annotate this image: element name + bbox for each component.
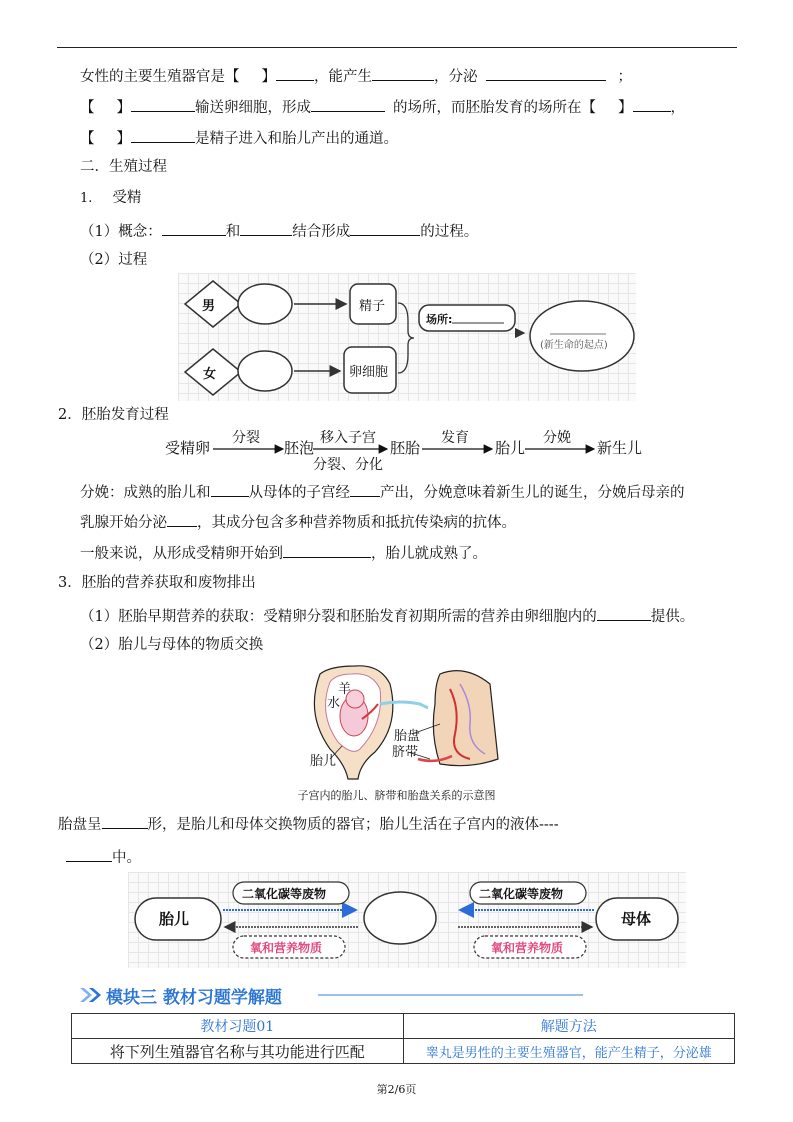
waste-label-left: 二氧化碳等废物: [242, 887, 327, 901]
module-title: 模块三 教材习题学解题: [106, 988, 282, 1008]
nutrition-line-2: （2）胎儿与母体的物质交换: [80, 637, 264, 653]
embryo-heading: 2．胚胎发育过程: [58, 407, 169, 423]
male-label: 男: [202, 299, 216, 314]
blank[interactable]: [167, 510, 197, 527]
blank[interactable]: [240, 219, 292, 236]
text: ，: [670, 100, 685, 116]
stage-fetus: 胎儿: [495, 439, 526, 457]
text: 女性的主要生殖器官是【: [80, 69, 240, 85]
text: ，分泌: [434, 69, 478, 85]
table-header-exercise: 教材习题01: [72, 1014, 404, 1039]
development-chain: [0, 426, 793, 476]
birth-line-3: [80, 541, 487, 564]
label-water: 水: [327, 696, 341, 711]
nutrition-heading: 3．胚胎的营养获取和废物排出: [58, 575, 256, 591]
section-heading: 二．生殖过程: [80, 159, 167, 175]
text: ，胎儿就成熟了。: [371, 546, 487, 562]
place-label: 场所:: [426, 313, 453, 326]
label-placenta: 胎盘: [394, 729, 421, 744]
uterus-figure: [300, 664, 510, 784]
text: 的过程。: [420, 224, 479, 240]
table-cell-question: 将下列生殖器官名称与其功能进行匹配: [72, 1039, 404, 1064]
text: 的场所，而胚胎发育的场所在【: [393, 100, 596, 116]
figure-caption: 子宫内的胎儿、脐带和胎盘关系的示意图: [297, 789, 496, 802]
text: 分娩：成熟的胎儿和: [80, 485, 211, 501]
blank[interactable]: [597, 604, 651, 621]
label-sheep: 羊: [338, 682, 352, 697]
arrow-label: 发育: [441, 430, 469, 446]
placenta-section: [433, 671, 498, 766]
label-cord: 脐带: [392, 745, 419, 760]
blank[interactable]: [131, 126, 195, 143]
text: 胎盘呈: [58, 817, 102, 833]
text: 从母体的子宫经: [248, 485, 350, 501]
birth-line-1: [80, 480, 685, 503]
text: 】: [261, 69, 276, 85]
nutrition-line-1: [80, 604, 694, 627]
text: 和: [225, 224, 241, 240]
fertilization-diagram: [178, 273, 636, 401]
female-organ-line: [80, 64, 632, 87]
birth-line-2: [80, 510, 516, 533]
text: 中。: [112, 850, 141, 866]
text: 【: [80, 100, 95, 116]
text: 】: [116, 131, 131, 147]
arrow-label: 分裂: [232, 430, 260, 446]
life-start-label: (新生命的起点): [540, 340, 608, 351]
placenta-line-1: [58, 812, 559, 835]
text: 结合形成: [292, 224, 351, 240]
nutrient-label-right: 氧和营养物质: [491, 941, 564, 955]
text: （1）胚胎早期营养的获取：受精卵分裂和胚胎发育初期所需的营养由卵细胞内的: [80, 609, 597, 625]
text: 】: [618, 100, 633, 116]
exercise-table: [71, 1013, 735, 1064]
text: ，其成分包含多种营养物质和抵抗传染病的抗体。: [197, 515, 516, 531]
double-chevron-icon: [78, 985, 108, 1005]
placenta-line-2: [66, 845, 141, 868]
exchange-svg: [128, 872, 686, 968]
arrow-label: 分娩: [543, 430, 571, 446]
text: 输送卵细胞，形成: [195, 100, 311, 116]
text: 【: [80, 131, 95, 147]
page-number: 第2/6页: [376, 1083, 417, 1096]
placenta-blank[interactable]: [364, 892, 436, 944]
sperm-label: 精子: [359, 299, 386, 314]
blank[interactable]: [311, 95, 385, 112]
blank[interactable]: [276, 64, 314, 81]
blank[interactable]: [131, 95, 195, 112]
stage-blastocyst: 胚泡: [284, 439, 315, 457]
subsection-heading: [80, 188, 141, 209]
text: 是精子进入和胎儿产出的通道。: [195, 131, 398, 147]
stage-newborn: 新生儿: [597, 439, 643, 457]
arrow-label: 移入子宫: [320, 430, 376, 446]
blank[interactable]: [633, 95, 671, 112]
mother-label: 母体: [621, 910, 652, 928]
arrow-sublabel: 分裂、分化: [313, 457, 383, 473]
text: 】: [116, 100, 131, 116]
blank[interactable]: [350, 480, 380, 497]
header-rule: [57, 47, 737, 48]
module-rule: [318, 994, 583, 996]
blank[interactable]: [162, 219, 226, 236]
table-header-method: 解题方法: [403, 1014, 735, 1039]
blank[interactable]: [372, 64, 434, 81]
text: 1.: [80, 191, 93, 206]
text: ；: [617, 69, 632, 85]
module-banner: [78, 983, 598, 1007]
testis-blank[interactable]: [238, 284, 292, 324]
text: ，能产生: [314, 69, 372, 85]
fetus-label: 胎儿: [159, 910, 190, 928]
blank[interactable]: [102, 812, 148, 829]
table-cell-method: 睾丸是男性的主要生殖器官，能产生精子，分泌雄: [403, 1039, 735, 1064]
exchange-diagram: [128, 872, 686, 968]
egg-label: 卵细胞: [349, 365, 389, 380]
label-fetus: 胎儿: [310, 754, 337, 769]
blank[interactable]: [283, 541, 371, 558]
waste-label-right: 二氧化碳等废物: [479, 887, 564, 901]
female-label: 女: [203, 367, 217, 382]
ovary-blank[interactable]: [238, 351, 292, 391]
stage-zygote: 受精卵: [165, 439, 211, 457]
text: 一般来说，从形成受精卵开始到: [80, 546, 283, 562]
brace: [398, 303, 414, 373]
vagina-line: [80, 126, 398, 149]
blank[interactable]: [66, 845, 112, 862]
blank[interactable]: [486, 64, 606, 81]
text: 提供。: [650, 609, 695, 625]
text: 受精: [112, 190, 142, 206]
blank[interactable]: [350, 219, 420, 236]
text: 乳腺开始分泌: [80, 515, 167, 531]
text: 形，是胎儿和母体交换物质的器官；胎儿生活在子宫内的液体----: [147, 817, 559, 833]
stage-embryo: 胚胎: [390, 439, 421, 457]
process-label: （2）过程: [80, 252, 148, 268]
blank[interactable]: [211, 480, 249, 497]
text: （1）概念：: [80, 224, 162, 240]
nutrient-label-left: 氧和营养物质: [250, 941, 323, 955]
text: 产出，分娩意味着新生儿的诞生，分娩后母亲的: [380, 485, 685, 501]
concept-line: [80, 219, 478, 242]
oviduct-line: [80, 95, 685, 118]
